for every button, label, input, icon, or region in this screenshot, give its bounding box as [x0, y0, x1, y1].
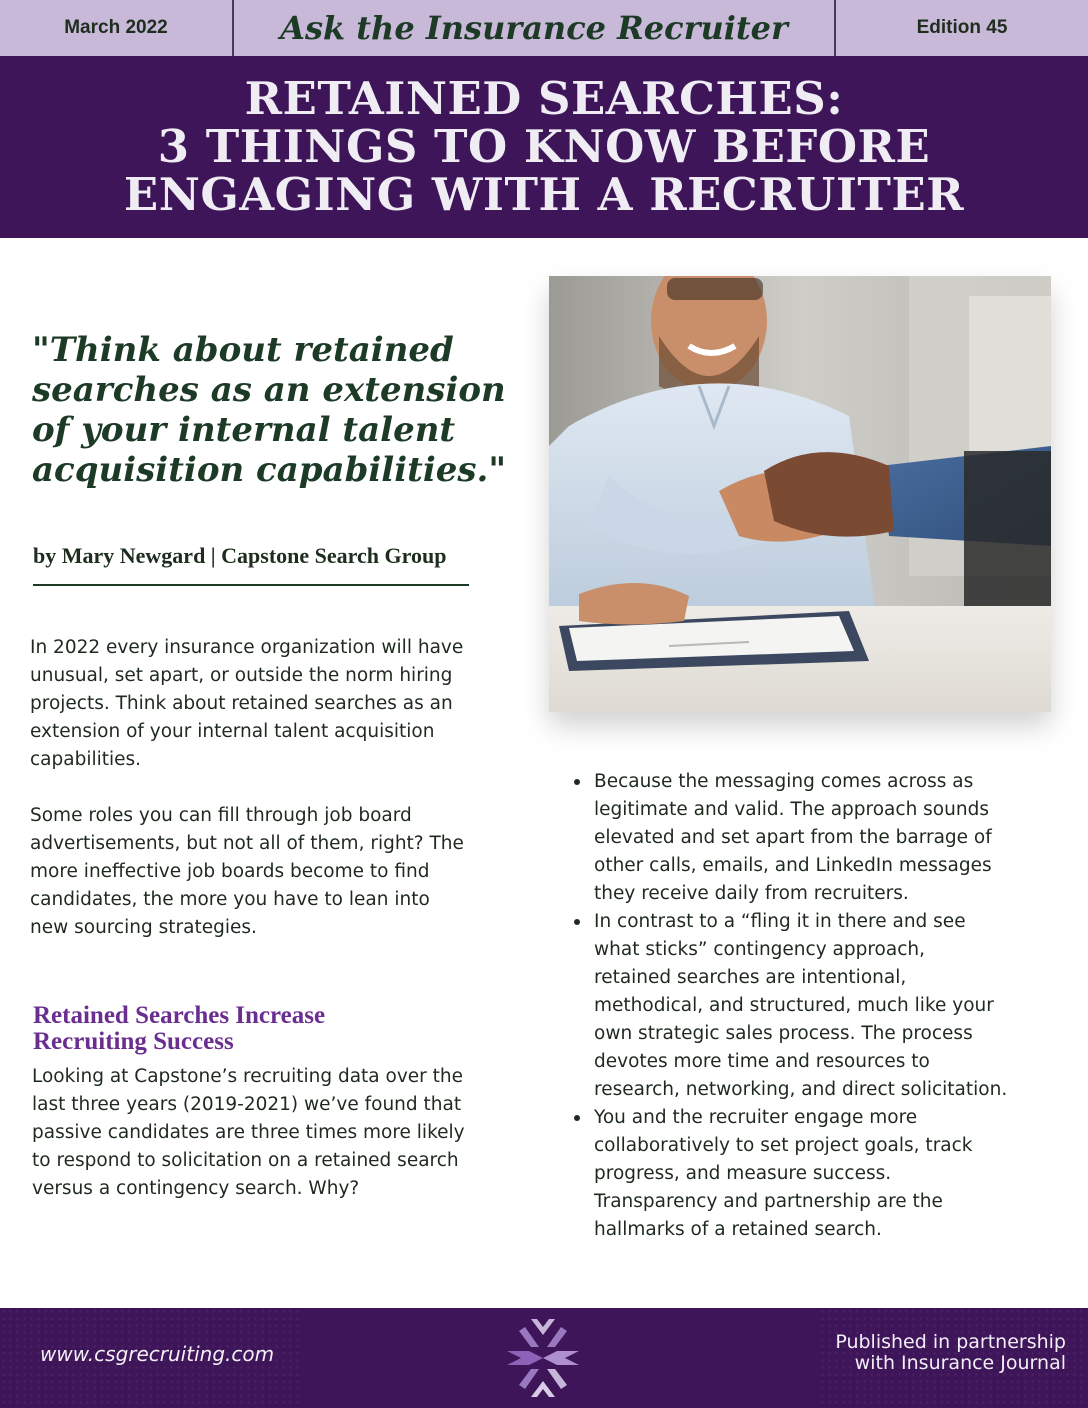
title-line: 3 THINGS TO KNOW BEFORE [157, 120, 931, 173]
list-item-line: devotes more time and resources to [594, 1051, 930, 1072]
publication-note [835, 1332, 1066, 1374]
byline: by Mary Newgard | Capstone Search Group [33, 543, 447, 568]
list-item-line: own strategic sales process. The process [594, 1023, 973, 1044]
list-item-line: they receive daily from recruiters. [594, 883, 909, 904]
paragraph-line: unusual, set apart, or outside the norm hiring [30, 665, 453, 686]
list-item-line: research, networking, and direct solicitation. [594, 1079, 1008, 1100]
edition-number: Edition 45 [916, 17, 1008, 38]
paragraph-line: advertisements, but not all of them, right? The [30, 833, 464, 854]
list-item-line: You and the recruiter engage more [594, 1107, 918, 1128]
paragraph-line: versus a contingency search. Why? [32, 1178, 360, 1199]
series-title: Ask the Insurance Recruiter [280, 9, 788, 47]
list-item-line: other calls, emails, and LinkedIn messages [594, 855, 992, 876]
pull-quote [32, 330, 522, 490]
title-line: ENGAGING WITH A RECRUITER [123, 168, 965, 221]
section-heading-line: Recruiting Success [33, 1028, 234, 1055]
article-title [0, 56, 1088, 238]
paragraph-line: last three years (2019-2021) we’ve found that [32, 1094, 462, 1115]
list-item-line: hallmarks of a retained search. [594, 1219, 882, 1240]
list-item-line: Because the messaging comes across as [594, 771, 974, 792]
list-item-line: retained searches are intentional, [594, 967, 907, 988]
list-item-line: elevated and set apart from the barrage of [594, 827, 992, 848]
pull-quote-line: acquisition capabilities." [32, 450, 507, 490]
intro-paragraph [30, 634, 508, 774]
reasons-list [594, 768, 1054, 1244]
footer [0, 1308, 1088, 1408]
pull-quote-line: searches as an extension [32, 370, 506, 410]
publication-note-line: with Insurance Journal [854, 1352, 1066, 1374]
title-line: RETAINED SEARCHES: [244, 72, 844, 125]
header-strip [0, 0, 1088, 56]
paragraph-line: passive candidates are three times more likely [32, 1122, 465, 1143]
list-item-line: collaboratively to set project goals, track [594, 1135, 973, 1156]
website-link[interactable]: www.csgrecruiting.com [40, 1342, 275, 1366]
pull-quote-line: of your internal talent [32, 410, 456, 450]
byline-divider [33, 584, 469, 586]
body-paragraph [30, 802, 508, 942]
pull-quote-line: "Think about retained [32, 330, 454, 370]
list-item-line: In contrast to a “fling it in there and see [594, 911, 966, 932]
list-item [594, 908, 1054, 1104]
list-item-line: progress, and measure success. [594, 1163, 892, 1184]
issue-date: March 2022 [64, 17, 168, 38]
paragraph-line: extension of your internal talent acquisition [30, 721, 435, 742]
paragraph-line: more ineffective job boards become to find [30, 861, 430, 882]
paragraph-line: capabilities. [30, 749, 142, 770]
list-item-line: Transparency and partnership are the [594, 1191, 943, 1212]
publication-note-line: Published in partnership [835, 1331, 1066, 1353]
section-heading-line: Retained Searches Increase [33, 1002, 326, 1029]
paragraph-line: new sourcing strategies. [30, 917, 257, 938]
capstone-logo-icon [503, 1313, 583, 1403]
paragraph-line: Some roles you can fill through job board [30, 805, 412, 826]
paragraph-line: projects. Think about retained searches as an [30, 693, 453, 714]
list-item-line: what sticks” contingency approach, [594, 939, 925, 960]
paragraph-line: In 2022 every insurance organization will have [30, 637, 464, 658]
list-item-line: methodical, and structured, much like your [594, 995, 994, 1016]
section-heading [33, 1003, 453, 1055]
handshake-photo [549, 276, 1051, 712]
paragraph-line: candidates, the more you have to lean into [30, 889, 430, 910]
list-item [594, 768, 1054, 908]
list-item-line: legitimate and valid. The approach sounds [594, 799, 989, 820]
paragraph-line: Looking at Capstone’s recruiting data over the [32, 1066, 464, 1087]
paragraph-line: to respond to solicitation on a retained search [32, 1150, 459, 1171]
list-item [594, 1104, 1054, 1244]
body-paragraph [32, 1063, 512, 1203]
